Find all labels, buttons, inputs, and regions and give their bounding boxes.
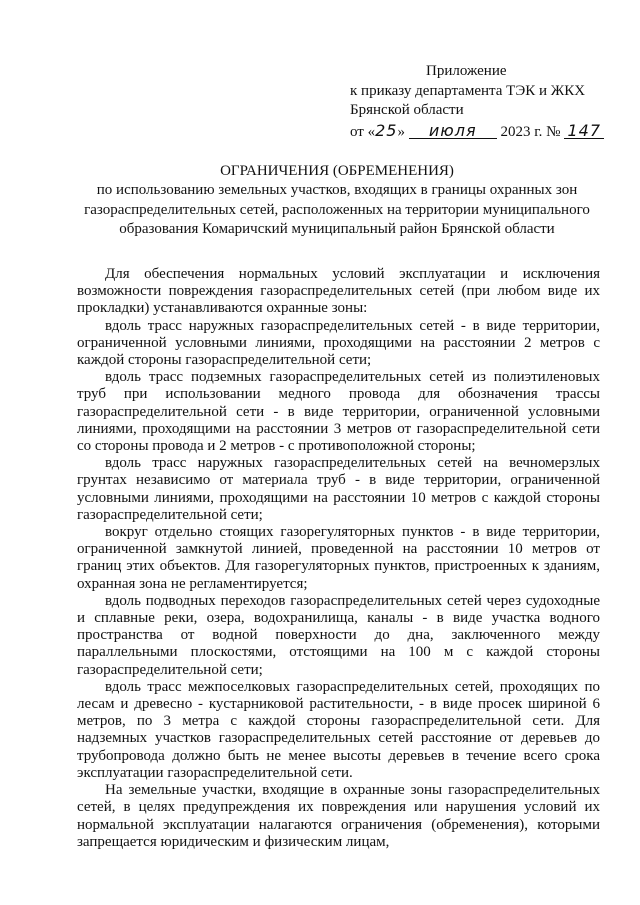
appendix-line-2: Брянской области <box>350 102 464 118</box>
heading-title: ОГРАНИЧЕНИЯ (ОБРЕМЕНЕНИЯ) <box>220 163 454 179</box>
paragraph: вокруг отдельно стоящих газорегуляторных пунктов - в виде территории, ограниченной замкнутой линией, проведенной на расстоянии 10 метров от границ этих объектов. Для газорегуляторных пунктов, пристроенных к зданиям, охранная зона не регламентируется; <box>77 524 600 592</box>
order-month: июля <box>409 123 497 139</box>
paragraph: вдоль трасс наружных газораспределительных сетей - в виде территории, ограниченной условными линиями, проходящими на расстоянии 2 метров с каждой стороны газораспределительной сети; <box>77 317 600 369</box>
paragraph: вдоль трасс межпоселковых газораспределительных сетей, проходящих по лесам и древесно - кустарниковой растительности, - в виде просек шириной 6 метров, по 3 метра с каждой стороны газораспределительной сети. Для надземных участков газораспределительных сетей расстояние от деревьев до трубопровода должно быть не менее высоты деревьев в течение всего срока эксплуатации газораспределительной сети. <box>77 678 600 781</box>
document-body <box>77 266 600 851</box>
paragraph: На земельные участки, входящие в охранные зоны газораспределительных сетей, в целях предупреждения их повреждения или нарушения условий их нормальной эксплуатации налагаются ограничения (обременения), которыми запрещается юридическим и физическим лицам, <box>77 782 600 850</box>
heading-subtitle: по использованию земельных участков, входящих в границы охранных зон газораспределительных сетей, расположенных на территории муниципального образования Комаричский муниципальный район Брянской области <box>84 182 590 237</box>
order-line <box>350 121 620 143</box>
order-year: 2023 г. № <box>500 123 561 140</box>
appendix-title: Приложение <box>426 63 507 79</box>
paragraph: вдоль трасс подземных газораспределительных сетей из полиэтиленовых труб при использовании медного провода для обозначения трассы газораспределительной сети - в виде территории, ограниченной условными линиями, проходящими на расстоянии 3 метров от газораспределительной сети со стороны провода и 2 метров - с противоположной стороны; <box>77 369 600 455</box>
paragraph: вдоль трасс наружных газораспределительных сетей на вечномерзлых грунтах независимо от материала труб - в виде территории, ограниченной условными линиями, проходящими на расстоянии 10 метров с каждой стороны газораспределительной сети; <box>77 455 600 523</box>
appendix-line-1: к приказу департамента ТЭК и ЖКХ <box>350 82 586 99</box>
order-prefix: от « <box>350 123 376 140</box>
order-day: 25 <box>375 120 398 140</box>
paragraph: Для обеспечения нормальных условий эксплуатации и исключения возможности повреждения газораспределительных сетей (при любом виде их прокладки) устанавливаются охранные зоны: <box>77 266 600 317</box>
order-quote-close: » <box>397 123 405 140</box>
document-heading <box>72 162 602 239</box>
appendix-block <box>350 62 620 142</box>
paragraph: вдоль подводных переходов газораспределительных сетей через судоходные и сплавные реки, озера, водохранилища, каналы - в виде участка водного пространства от водной поверхности до дна, заключенного между параллельными плоскостями, отстоящими на 100 м с каждой стороны газораспределительной сети; <box>77 592 600 678</box>
order-number: 147 <box>564 123 604 139</box>
